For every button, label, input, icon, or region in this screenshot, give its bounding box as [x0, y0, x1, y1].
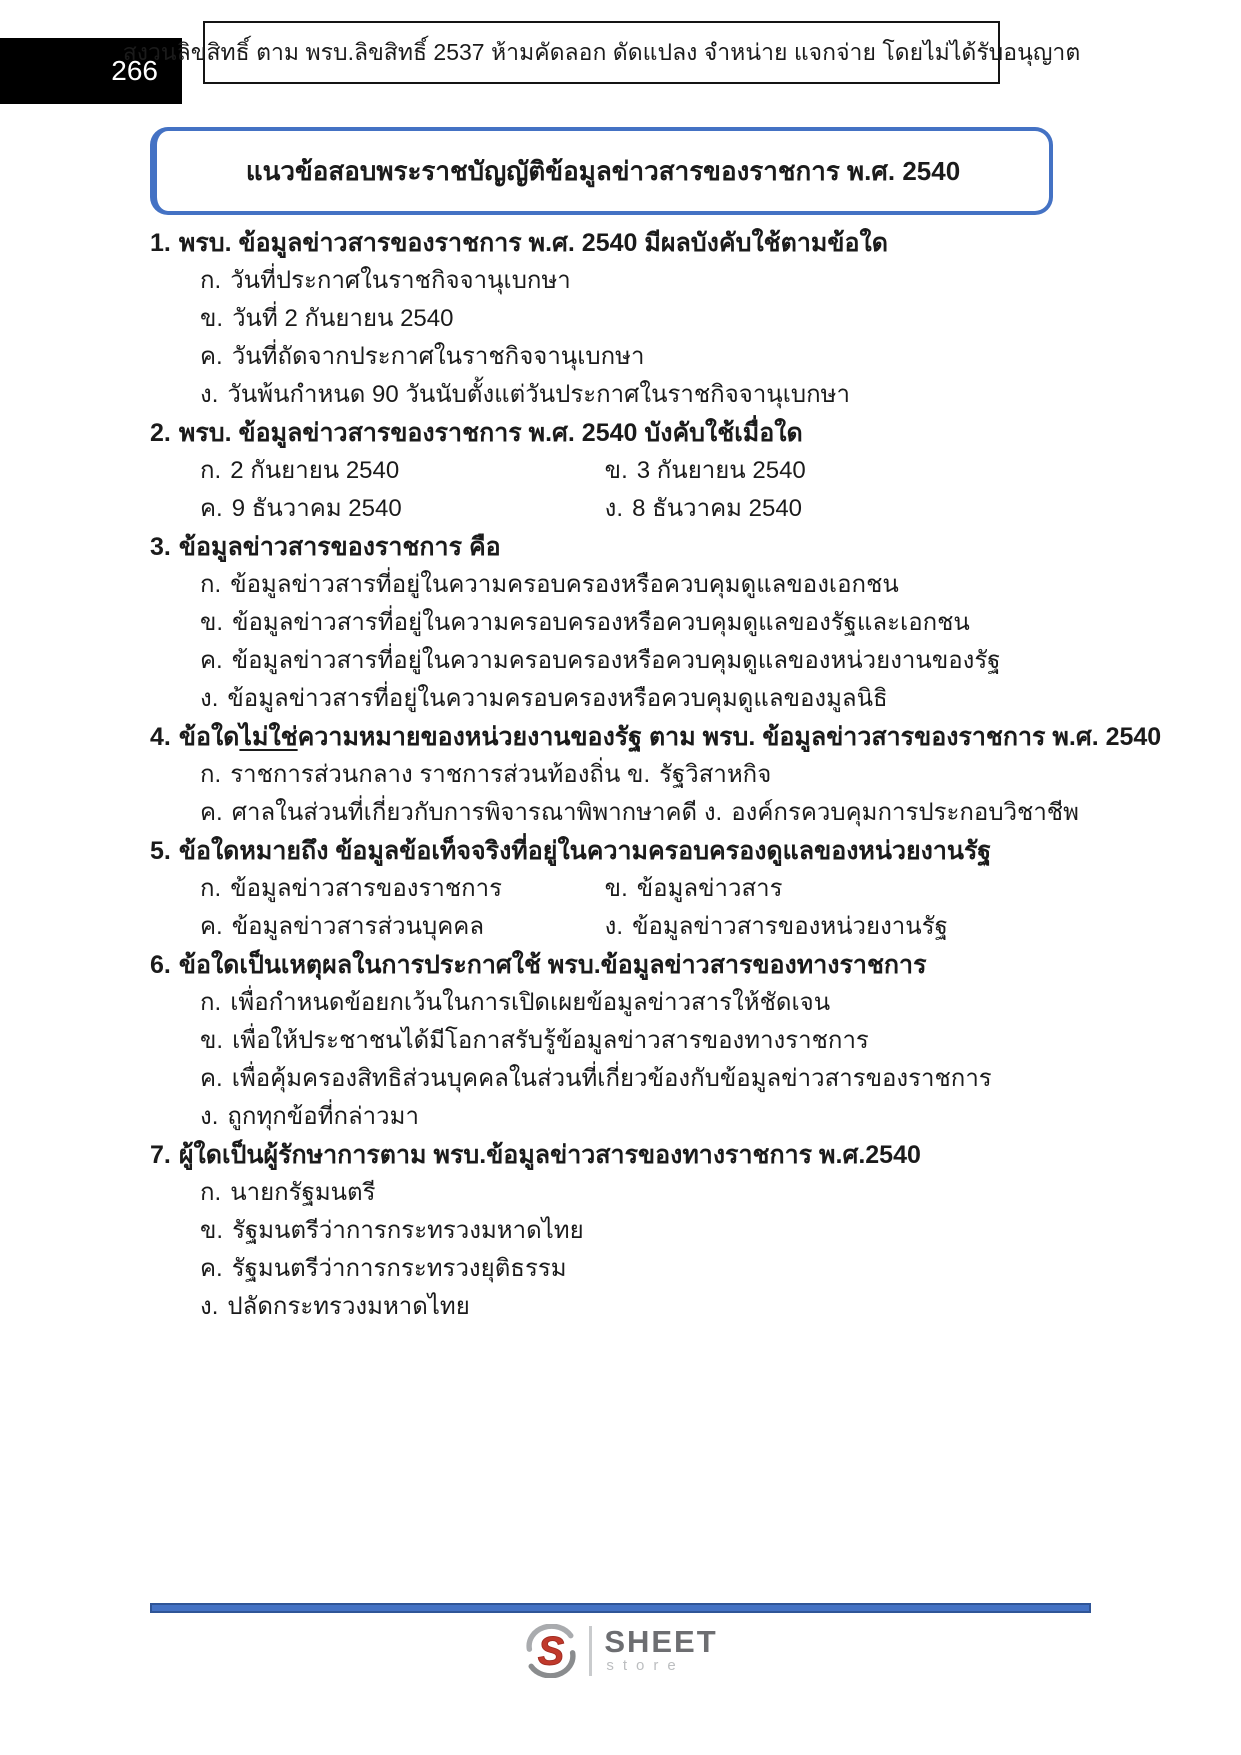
sheet-store-logo-icon [523, 1624, 579, 1678]
question-number: 2. [150, 419, 171, 447]
question-4-choices-row-1 [150, 756, 1100, 794]
exam-title-box [150, 127, 1053, 215]
choice-text: วันที่ 2 กันยายน 2540 [232, 305, 454, 332]
choice-text: เพื่อให้ประชาชนได้มีโอกาสรับรู้ข้อมูลข่าวสารของทางราชการ [232, 1027, 869, 1054]
question-4-choices-row-2 [150, 794, 1100, 832]
question-number: 1. [150, 229, 171, 257]
choice-text: ข้อมูลข่าวสารที่อยู่ในความครอบครองหรือควบคุมดูแลของหน่วยงานของรัฐ [231, 647, 1001, 674]
choice-label: ก. [200, 761, 222, 788]
question-number: 5. [150, 837, 171, 865]
question-text: ข้อใดเป็นเหตุผลในการประกาศใช้ พรบ.ข้อมูลข่าวสารของทางราชการ [178, 951, 927, 979]
choice-label: ง. [200, 381, 219, 408]
question-5-choices-row-2 [150, 908, 1100, 946]
choice-text: 9 ธันวาคม 2540 [231, 495, 402, 522]
question-2-choice-a [200, 452, 598, 490]
question-4-choice-d [704, 794, 1079, 832]
choice-text: วันพ้นกำหนด 90 วันนับตั้งแต่วันประกาศในราชกิจจานุเบกษา [227, 381, 850, 408]
choice-text: ข้อมูลข่าวสารที่อยู่ในความครอบครองหรือควบคุมดูแลของเอกชน [230, 571, 899, 598]
choice-text: วันที่ประกาศในราชกิจจานุเบกษา [230, 267, 571, 294]
question-2-heading [150, 414, 1100, 452]
choice-text: ศาลในส่วนที่เกี่ยวกับการพิจารณาพิพากษาคดี [231, 799, 698, 826]
question-7-choice-b [150, 1212, 1100, 1250]
underlined-word: ไม่ใช่ [239, 723, 298, 751]
question-7-choice-d [150, 1288, 1100, 1326]
choice-label: ค. [200, 343, 223, 370]
question-list [150, 224, 1162, 1326]
question-text: พรบ. ข้อมูลข่าวสารของราชการ พ.ศ. 2540 มีผลบังคับใช้ตามข้อใด [178, 229, 888, 257]
choice-label: ข. [200, 305, 224, 332]
choice-text: ข้อมูลข่าวสารของราชการ [230, 875, 503, 902]
choice-label: ง. [200, 1103, 219, 1130]
question-5-choice-d [605, 908, 948, 946]
question-6-heading [150, 946, 1100, 984]
choice-label: ข. [604, 875, 628, 902]
question-7-choice-c [150, 1250, 1100, 1288]
question-6-choice-c [150, 1060, 1100, 1098]
choice-label: ข. [627, 761, 651, 788]
choice-label: ก. [200, 989, 222, 1016]
choice-text: ข้อมูลข่าวสารส่วนบุคคล [231, 913, 485, 940]
question-3-choice-d [150, 680, 1100, 718]
choice-label: ค. [200, 913, 223, 940]
choice-text: องค์กรควบคุมการประกอบวิชาชีพ [731, 799, 1079, 826]
question-2-choices-row-1 [150, 452, 1100, 490]
choice-label: ค. [200, 1065, 223, 1092]
question-2-choice-d [605, 490, 802, 528]
question-3-choice-b [150, 604, 1100, 642]
choice-text: วันที่ถัดจากประกาศในราชกิจจานุเบกษา [231, 343, 645, 370]
choice-text: รัฐมนตรีว่าการกระทรวงมหาดไทย [232, 1217, 584, 1244]
question-1-heading [150, 224, 1100, 262]
svg-text:S: S [538, 1629, 565, 1674]
choice-text: 3 กันยายน 2540 [636, 457, 806, 484]
choice-label: ค. [200, 1255, 223, 1282]
question-5-choice-c [200, 908, 598, 946]
choice-text: ข้อมูลข่าวสารที่อยู่ในความครอบครองหรือควบคุมดูแลของมูลนิธิ [227, 685, 888, 712]
page-number: 266 [111, 55, 158, 86]
question-6 [150, 946, 1100, 1136]
choice-text: นายกรัฐมนตรี [230, 1179, 376, 1206]
question-1-choice-b [150, 300, 1100, 338]
question-text: ข้อมูลข่าวสารของราชการ คือ [178, 533, 501, 561]
question-5 [150, 832, 1100, 946]
question-4-choice-c [200, 794, 697, 832]
sheet-store-logo [0, 1624, 1241, 1678]
question-7-choice-a [150, 1174, 1100, 1212]
choice-label: ค. [200, 647, 223, 674]
question-4-choice-b [627, 756, 771, 794]
question-number: 3. [150, 533, 171, 561]
choice-label: ค. [200, 799, 223, 826]
question-text: พรบ. ข้อมูลข่าวสารของราชการ พ.ศ. 2540 บังคับใช้เมื่อใด [178, 419, 803, 447]
choice-label: ง. [200, 1293, 219, 1320]
choice-text: รัฐมนตรีว่าการกระทรวงยุติธรรม [231, 1255, 567, 1282]
question-4 [150, 718, 1162, 832]
question-3-choice-a [150, 566, 1100, 604]
choice-label: ค. [200, 495, 223, 522]
question-1 [150, 224, 1100, 414]
choice-label: ง. [703, 799, 723, 826]
choice-text: เพื่อกำหนดข้อยกเว้นในการเปิดเผยข้อมูลข่าวสารให้ชัดเจน [230, 989, 831, 1016]
choice-text: ปลัดกระทรวงมหาดไทย [227, 1293, 470, 1320]
question-2-choice-b [605, 452, 806, 490]
choice-label: ข. [200, 1217, 224, 1244]
question-number: 7. [150, 1141, 171, 1169]
question-2-choice-c [200, 490, 598, 528]
question-3-heading [150, 528, 1100, 566]
question-1-choice-c [150, 338, 1100, 376]
question-3 [150, 528, 1100, 718]
question-1-choice-d [150, 376, 1100, 414]
question-4-choice-a [200, 756, 620, 794]
question-6-choice-a [150, 984, 1100, 1022]
choice-text: 2 กันยายน 2540 [230, 457, 400, 484]
choice-label: ก. [200, 267, 222, 294]
choice-text: 8 ธันวาคม 2540 [632, 495, 803, 522]
choice-label: ก. [200, 1179, 222, 1206]
question-4-heading [150, 718, 1162, 756]
question-5-heading [150, 832, 1100, 870]
choice-label: ข. [604, 457, 628, 484]
question-5-choice-a [200, 870, 598, 908]
question-1-choice-a [150, 262, 1100, 300]
question-text: ข้อใดหมายถึง ข้อมูลข้อเท็จจริงที่อยู่ในความครอบครองดูแลของหน่วยงานรัฐ [178, 837, 992, 865]
footer-divider [150, 1603, 1091, 1613]
question-text: ข้อใดไม่ใช่ความหมายของหน่วยงานของรัฐ ตาม พรบ. ข้อมูลข่าวสารของราชการ พ.ศ. 2540 [178, 723, 1162, 751]
question-3-choice-c [150, 642, 1100, 680]
copyright-text: สงวนลิขสิทธิ์ ตาม พรบ.ลิขสิทธิ์ 2537 ห้ามคัดลอก ดัดแปลง จำหน่าย แจกจ่าย โดยไม่ได้รับอนุญาต [122, 38, 1081, 65]
choice-text: ราชการส่วนกลาง ราชการส่วนท้องถิ่น [230, 761, 621, 788]
choice-text: รัฐวิสาหกิจ [659, 761, 772, 788]
choice-label: ง. [200, 685, 219, 712]
choice-text: ถูกทุกข้อที่กล่าวมา [227, 1103, 419, 1130]
question-5-choice-b [605, 870, 783, 908]
logo-divider [589, 1626, 592, 1676]
question-5-choices-row-1 [150, 870, 1100, 908]
brand-subtitle: store [606, 1657, 685, 1674]
question-7 [150, 1136, 1100, 1326]
question-2-choices-row-2 [150, 490, 1100, 528]
question-2 [150, 414, 1100, 528]
choice-label: ก. [200, 875, 222, 902]
question-7-heading [150, 1136, 1100, 1174]
choice-text: เพื่อคุ้มครองสิทธิส่วนบุคคลในส่วนที่เกี่ยวข้องกับข้อมูลข่าวสารของราชการ [231, 1065, 992, 1092]
choice-label: ง. [604, 495, 624, 522]
exam-title: แนวข้อสอบพระราชบัญญัติข้อมูลข่าวสารของราชการ พ.ศ. 2540 [245, 155, 961, 186]
brand-name: SHEET [604, 1624, 718, 1659]
question-text: ผู้ใดเป็นผู้รักษาการตาม พรบ.ข้อมูลข่าวสารของทางราชการ พ.ศ.2540 [178, 1141, 921, 1169]
choice-text: ข้อมูลข่าวสาร [636, 875, 783, 902]
choice-label: ก. [200, 457, 222, 484]
choice-label: ข. [200, 609, 224, 636]
choice-label: ง. [604, 913, 624, 940]
choice-text: ข้อมูลข่าวสารที่อยู่ในความครอบครองหรือควบคุมดูแลของรัฐและเอกชน [232, 609, 970, 636]
question-6-choice-d [150, 1098, 1100, 1136]
question-number: 6. [150, 951, 171, 979]
logo-text-block [604, 1624, 718, 1675]
choice-label: ข. [200, 1027, 224, 1054]
choice-label: ก. [200, 571, 222, 598]
question-number: 4. [150, 723, 171, 751]
question-6-choice-b [150, 1022, 1100, 1060]
choice-text: ข้อมูลข่าวสารของหน่วยงานรัฐ [632, 913, 948, 940]
